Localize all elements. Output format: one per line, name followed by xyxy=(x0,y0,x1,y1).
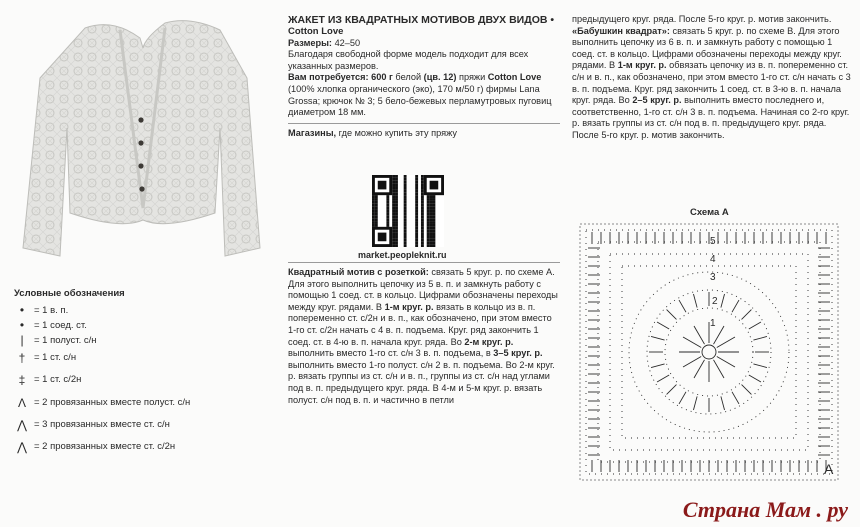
legend-text: = 2 провязанных вместе полуст. с/н xyxy=(34,397,191,408)
motif-label: Квадратный мотив с розеткой: xyxy=(288,267,429,277)
chart-stitch-mark xyxy=(714,360,725,378)
legend-symbol: ⋀ xyxy=(17,418,27,432)
shops-label: Магазины, xyxy=(288,127,337,138)
article-title: ЖАКЕТ ИЗ КВАДРАТНЫХ МОТИВОВ ДВУХ ВИДОВ • xyxy=(288,14,555,26)
chart-stitch-mark xyxy=(717,357,735,368)
legend-text: = 1 ст. с/2н xyxy=(34,374,82,385)
chart-stitch-mark xyxy=(717,337,735,348)
chart-stitch-mark xyxy=(622,266,796,438)
legend-text: = 1 в. п. xyxy=(34,305,69,316)
chart-stitch-mark xyxy=(721,396,725,410)
legend-symbol: • xyxy=(19,303,25,317)
chart-stitch-mark xyxy=(683,337,701,348)
legend-text: = 3 провязанных вместе ст. с/н xyxy=(34,419,170,430)
legend-symbol: • xyxy=(19,318,25,332)
chart-stitch-mark xyxy=(683,357,701,368)
legend-symbol: Λ xyxy=(17,396,26,410)
materials-text: (100% хлопка органического (эко), 170 м/50 г) фирмы Lana Grossa; крючок № 3; 5 бело-бежевых перламутровых пуговиц диаметром 18 мм. xyxy=(288,83,552,118)
sizes-value: 42–50 xyxy=(334,37,361,48)
chart-stitch-mark xyxy=(610,254,808,450)
chart-stitch-mark xyxy=(693,396,697,410)
legend-item xyxy=(14,392,274,414)
legend-symbol: ⋀ xyxy=(17,440,27,454)
legend-symbol: ‡ xyxy=(18,373,26,387)
legend-item xyxy=(14,368,274,392)
divider xyxy=(288,262,560,263)
chart-stitch-mark xyxy=(753,364,767,368)
schema-row-label: 2 xyxy=(712,296,718,307)
chart-stitch-mark xyxy=(742,385,752,395)
chart-stitch-mark xyxy=(586,230,832,474)
chart-stitch-mark xyxy=(651,336,665,340)
sizes-note: Благодаря свободной форме модель подходит для всех указанных размеров. xyxy=(288,49,529,71)
schema-title: Схема А xyxy=(690,207,729,218)
legend-item xyxy=(14,318,274,333)
legend-item xyxy=(14,414,274,436)
legend-title: Условные обозначения xyxy=(14,288,125,299)
chart-stitch-mark xyxy=(667,310,677,320)
chart-stitch-mark xyxy=(679,300,686,312)
chart-stitch-mark xyxy=(665,308,753,396)
chart-stitch-mark xyxy=(667,385,677,395)
legend-symbol: | xyxy=(20,333,24,347)
chart-stitch-mark xyxy=(749,375,761,382)
granny-text: обвязать цепочку из в. п. попеременно ст. с/н и в. п., как обозначено, при этом вместо 1-го ст. с/н начать с 3 в. п. подъема. Круг. ряд закончить 1 соед. ст. в 3-ю в. п. начала круг. ряда. Во xyxy=(572,60,851,106)
chart-stitch-mark xyxy=(651,364,665,368)
shops-text: где можно купить эту пряжу xyxy=(338,127,457,138)
jacket-photo xyxy=(15,8,270,276)
schema-corner-label: A xyxy=(824,461,834,477)
motif-text: связать 5 круг. р. по схеме А. Для этого выполнить цепочку из 5 в. п. и замкнуть работу с помощью 1 соед. ст. в кольцо. Цифрами обозначены переходы между круг. рядами. В xyxy=(288,267,558,312)
chart-stitch-mark xyxy=(749,322,761,329)
materials xyxy=(288,72,560,118)
granny-round: 1-м круг. р. xyxy=(617,60,667,71)
shop-url-link[interactable]: market.peopleknit.ru xyxy=(358,250,447,260)
site-watermark: Страна Мам . ру xyxy=(682,497,848,522)
chart-stitch-mark xyxy=(657,375,669,382)
chart-stitch-mark xyxy=(647,290,771,414)
chart-stitch-mark xyxy=(702,345,716,359)
qr-code[interactable] xyxy=(372,175,444,247)
sizes-line xyxy=(288,38,560,50)
chart-stitch-mark xyxy=(694,326,705,344)
sizes-label: Размеры: xyxy=(288,37,332,48)
legend-text: = 1 полуст. с/н xyxy=(34,335,97,346)
motif-text: выполнить вместо 1-го ст. с/н 3 в. п. подъема, в xyxy=(288,348,491,359)
granny-round: 2–5 круг. р. xyxy=(632,95,682,106)
legend-text: = 1 ст. с/н xyxy=(34,352,77,363)
legend-item xyxy=(14,333,274,348)
chart-stitch-mark xyxy=(732,392,739,404)
motif-instructions xyxy=(288,262,560,406)
motif-round: 2-м круг. р. xyxy=(464,336,514,347)
motif-round: 1-м круг. р. xyxy=(384,301,434,312)
granny-label: «Бабушкин квадрат»: xyxy=(572,25,670,36)
materials-text: пряжи xyxy=(458,72,486,83)
motif-text: выполнить вместо 1-го полуст. с/н 2 в. п. подъема. Во 2-м круг. р. вязать группы из ст. с/н и в. п., группы из ст. с/н над углами под в. п. предыдущего круг. ряда. В 4-м и 5-м круг. р. вязать полуст. с/н под в. п. и частично в петли xyxy=(288,359,555,405)
crochet-chart xyxy=(578,222,840,482)
article-subtitle: Cotton Love xyxy=(288,26,344,37)
article-column xyxy=(288,14,560,139)
legend-text: = 1 соед. ст. xyxy=(34,320,87,331)
legend-symbol: † xyxy=(18,351,26,365)
motif-paragraph xyxy=(288,267,560,406)
divider xyxy=(288,123,560,124)
legend-item xyxy=(14,303,274,318)
granny-paragraph xyxy=(572,26,854,142)
legend-item xyxy=(14,348,274,368)
chart-stitch-mark xyxy=(693,294,697,308)
schema-row-label: 4 xyxy=(710,254,716,265)
chart-stitch-mark xyxy=(721,294,725,308)
chart-stitch-mark xyxy=(679,392,686,404)
granny-text: связать 5 круг. р. по схеме В. Для этого выполнить цепочку из 6 в. п. и замкнуть работу с помощью 1 соед. ст. в кольцо. Цифрами обозначены переходы между круг. рядами. В xyxy=(572,25,842,71)
chart-stitch-mark xyxy=(694,360,705,378)
granny-column xyxy=(572,14,854,142)
motif-text: вязать в кольцо из в. п. попеременно ст. с/2н и в. п., как обозначено, при этом вместо 1-го ст. с/2н начать с 4 в. п. подъема. Круг. ряд закончить 1 соед. ст. в 4-ю в. п. начала круг. ряда. Во xyxy=(288,301,552,347)
materials-label: Вам потребуется: xyxy=(288,72,369,83)
schema-row-label: 1 xyxy=(710,318,716,329)
chart-stitch-mark xyxy=(732,300,739,312)
yarn-name: Cotton Love xyxy=(487,72,542,83)
yarn-weight: 600 г xyxy=(371,72,393,83)
chart-stitch-mark xyxy=(657,322,669,329)
chart-stitch-mark xyxy=(753,336,767,340)
motif-ending: предыдущего круг. ряда. После 5-го круг. р. мотив закончить. xyxy=(572,14,832,24)
yarn-color: (цв. 12) xyxy=(423,72,457,83)
motif-round: 3–5 круг. р. xyxy=(493,348,543,359)
schema-row-label: 3 xyxy=(710,272,716,283)
shops-line xyxy=(288,128,560,140)
legend xyxy=(14,288,274,458)
legend-text: = 2 провязанных вместе ст. с/2н xyxy=(34,441,176,452)
chart-stitch-mark xyxy=(598,242,820,462)
schema-row-label: 5 xyxy=(710,236,716,247)
granny-text: выполнить вместо последнего и, соответственно, 1-го ст. с/н 3 в. п. подъема. Начиная со 2-го круг. р. вязать группы из ст. с/н под в. п. предыдущего круг. ряда. После 5-го круг. р. мотив закончить. xyxy=(572,95,850,140)
materials-text: белой xyxy=(395,72,422,83)
legend-item xyxy=(14,436,274,458)
chart-stitch-mark xyxy=(742,310,752,320)
